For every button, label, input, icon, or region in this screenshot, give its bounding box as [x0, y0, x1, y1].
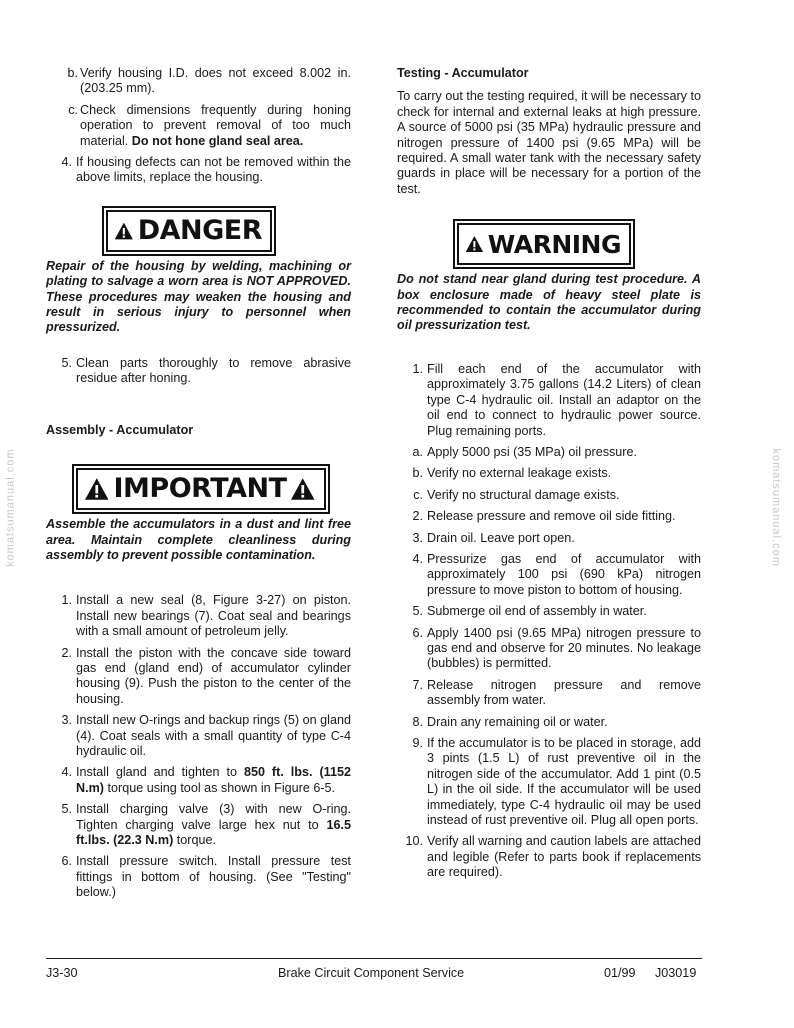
assembly-step: 3. Install new O-rings and backup rings (5) on gland (4). Coat seals with a small quantity of type C-4 hydraulic oil. — [61, 713, 351, 758]
warning-sign-label: WARNING — [487, 229, 621, 259]
assembly-step: 5. Install charging valve (3) with new O-ring. Tighten charging valve large hex nut to 16.5 ft.lbs. (22.3 N.m) torque. — [61, 802, 351, 847]
warning-triangle-icon — [114, 219, 134, 243]
footer-page-number: J3-30 — [46, 966, 78, 980]
danger-sign-label: DANGER — [137, 215, 262, 247]
list-item: c. Check dimensions frequently during honing operation to prevent removal of too much material. Do not hone gland seal area. — [68, 102, 351, 148]
list-item: 5. Clean parts thoroughly to remove abrasive residue after honing. — [61, 355, 351, 386]
list-item: b. Verify housing I.D. does not exceed 8.002 in. (203.25 mm). — [67, 66, 351, 96]
testing-substep: c. Verify no structural damage exists. — [413, 487, 620, 502]
warning-sign — [453, 219, 635, 269]
testing-step: 3. Drain oil. Leave port open. — [412, 530, 575, 545]
danger-text: Repair of the housing by welding, machining or plating to salvage a worn area is NOT APPROVED. These procedures may weaken the housing and result in serious injury to personnel when pressurized. — [46, 258, 351, 335]
warning-triangle-icon — [84, 477, 110, 501]
testing-step: 5. Submerge oil end of assembly in water. — [412, 604, 647, 619]
footer-code: J03019 — [655, 966, 697, 980]
list-item: 4. If housing defects can not be removed within the above limits, replace the housing. — [61, 155, 351, 185]
warning-triangle-icon — [290, 477, 316, 501]
testing-step: 2. Release pressure and remove oil side fitting. — [412, 509, 676, 524]
testing-step: 9. If the accumulator is to be placed in storage, add 3 pints (1.5 L) of rust preventive oil in the nitrogen side of the accumulator. Add 1 pint (0.5 L) in the oil side. If the accumulator will be used immediately, type C-4 hydraulic oil may be used instead of rust preventive oil. Plug all open ports. — [412, 736, 701, 828]
assembly-step: 2. Install the piston with the concave side toward gas end (gland end) of accumulator cylinder housing (9). Push the piston to the center of the housing. — [61, 645, 351, 706]
testing-intro: To carry out the testing required, it will be necessary to check for internal and external leaks at high pressure. A source of 5000 psi (35 MPa) hydraulic pressure and nitrogen pressure of 1400 psi (9.65 MPa) will be required. A small water tank with the necessary safety guards in place will be necessary for a portion of the test. — [397, 89, 701, 196]
testing-substep: b. Verify no external leakage exists. — [412, 466, 612, 481]
important-sign — [72, 464, 330, 514]
testing-step: 8. Drain any remaining oil or water. — [412, 714, 608, 729]
footer-title: Brake Circuit Component Service — [278, 966, 465, 980]
watermark-left: komatsumanual.com — [4, 448, 17, 567]
assembly-step: 1. Install a new seal (8, Figure 3-27) on piston. Install new bearings (7). Coat seal and bearings with a small amount of petroleum jelly. — [61, 593, 351, 639]
testing-substep: a. Apply 5000 psi (35 MPa) oil pressure. — [412, 444, 637, 459]
testing-step: 1. Fill each end of the accumulator with approximately 3.75 gallons (14.2 Liters) of clean type C-4 hydraulic oil. Install an adaptor on the oil end to connect to hydraulic power source. Plug remaining ports. — [412, 361, 701, 438]
footer-divider — [46, 958, 702, 959]
right-column — [397, 66, 701, 887]
testing-step: 10. Verify all warning and caution labels are attached and legible (Refer to parts book if replacements are required). — [405, 834, 701, 880]
left-column — [46, 66, 351, 907]
assembly-step: 6. Install pressure switch. Install pressure test fittings in bottom of housing. (See "Testing" below.) — [61, 854, 351, 900]
warning-triangle-icon — [465, 232, 484, 256]
important-sign-label: IMPORTANT — [113, 473, 287, 505]
warning-text: Do not stand near gland during test procedure. A box enclosure made of heavy steel plate is recommended to contain the accumulator during oil pressurization test. — [397, 272, 701, 333]
footer-date: 01/99 — [604, 966, 636, 980]
important-text: Assemble the accumulators in a dust and lint free area. Maintain complete cleanliness during assembly to prevent possible contamination. — [46, 517, 351, 562]
watermark-right: komatsumanual.com — [769, 448, 782, 567]
danger-sign — [102, 206, 276, 256]
assembly-heading: Assembly - Accumulator — [46, 422, 194, 437]
assembly-step: 4. Install gland and tighten to 850 ft. lbs. (1152 N.m) torque using tool as shown in Figure 6-5. — [61, 765, 351, 795]
testing-step: 6. Apply 1400 psi (9.65 MPa) nitrogen pressure to gas end and observe for 20 minutes. No leakage (bubbles) is permitted. — [412, 625, 701, 671]
testing-heading: Testing - Accumulator — [397, 66, 529, 80]
testing-step: 4. Pressurize gas end of accumulator with approximately 100 psi (690 kPa) nitrogen pressure to move piston to bottom of housing. — [412, 551, 701, 597]
testing-steps — [397, 362, 701, 881]
testing-step: 7. Release nitrogen pressure and remove assembly from water. — [412, 677, 701, 708]
